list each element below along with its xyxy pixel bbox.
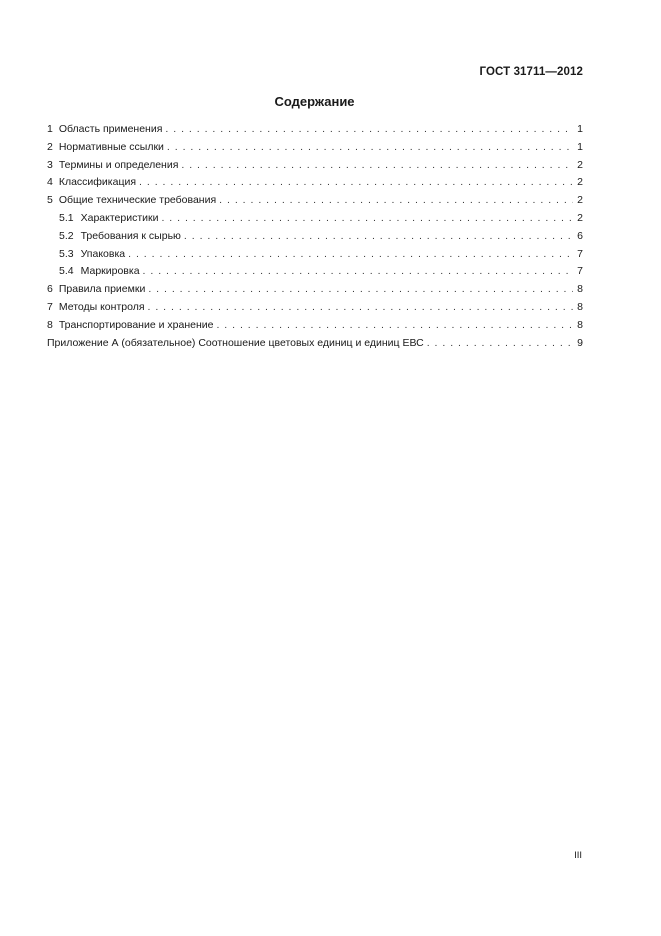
toc-entry-number: 6 [47, 283, 53, 296]
toc-entry-page: 1 [577, 140, 583, 153]
toc-dot-leader [216, 317, 573, 335]
toc-entry-page: 6 [577, 229, 583, 242]
toc-dot-leader [184, 228, 573, 246]
toc-entry-page: 8 [577, 300, 583, 313]
toc-entry-page: 8 [577, 283, 583, 296]
toc-dot-leader [219, 192, 573, 210]
toc-entry-label: Транспортирование и хранение [58, 318, 214, 331]
toc-entry-page: 2 [577, 158, 583, 171]
toc-entry-number: 4 [47, 176, 53, 189]
toc-entry-label: Нормативные ссылки [58, 140, 164, 153]
toc-entry-number: 3 [47, 158, 53, 171]
toc-entry-number: 8 [47, 318, 53, 331]
toc-entry[interactable] [47, 139, 583, 157]
toc-entry-label: Приложение А (обязательное) Соотношение цветовых единиц и единиц ЕВС [47, 336, 424, 349]
toc-entry-label: Требования к сырью [80, 229, 181, 242]
toc-entry-number: 2 [47, 140, 53, 153]
table-of-contents [47, 121, 583, 352]
toc-entry[interactable] [47, 210, 583, 228]
toc-entry[interactable] [47, 317, 583, 335]
toc-dot-leader [165, 121, 573, 139]
toc-dot-leader [161, 210, 573, 228]
toc-dot-leader [427, 335, 573, 353]
toc-entry-number: 5.3 [59, 247, 74, 260]
toc-entry-label: Упаковка [80, 247, 126, 260]
toc-entry-page: 9 [577, 336, 583, 349]
toc-entry-label: Термины и определения [58, 158, 179, 171]
toc-entry-label: Общие технические требования [58, 194, 217, 207]
toc-entry-label: Классификация [58, 176, 137, 189]
toc-dot-leader [148, 281, 573, 299]
toc-dot-leader [128, 246, 573, 264]
page-number: III [574, 850, 582, 861]
toc-entry[interactable] [47, 281, 583, 299]
toc-entry[interactable] [47, 299, 583, 317]
toc-entry[interactable] [47, 246, 583, 264]
toc-entry[interactable] [47, 335, 583, 353]
toc-entry-page: 1 [577, 123, 583, 135]
toc-entry-label: Характеристики [80, 211, 159, 224]
toc-entry-label: Правила приемки [58, 283, 146, 296]
toc-entry-page: 7 [577, 265, 583, 278]
toc-entry-number: 5.2 [59, 229, 74, 242]
toc-entry-label: Маркировка [80, 265, 140, 278]
toc-entry-page: 8 [577, 318, 583, 331]
toc-entry-page: 2 [577, 194, 583, 207]
toc-entry[interactable] [47, 157, 583, 175]
toc-entry[interactable] [47, 228, 583, 246]
toc-entry[interactable] [47, 263, 583, 281]
toc-dot-leader [167, 139, 573, 157]
toc-entry[interactable] [47, 174, 583, 192]
toc-dot-leader [143, 263, 573, 281]
toc-entry-page: 2 [577, 211, 583, 224]
toc-entry-number: 5 [47, 194, 53, 207]
toc-entry-page: 2 [577, 176, 583, 189]
toc-entry-number: 1 [47, 123, 53, 135]
toc-dot-leader [139, 174, 573, 192]
toc-entry-number: 7 [47, 300, 53, 313]
toc-dot-leader [181, 157, 573, 175]
toc-entry-number: 5.4 [59, 265, 74, 278]
toc-entry-page: 7 [577, 247, 583, 260]
toc-title: Содержание [274, 94, 355, 109]
document-code: ГОСТ 31711—2012 [479, 66, 583, 78]
toc-entry-label: Область применения [58, 123, 163, 135]
toc-entry-number: 5.1 [59, 211, 74, 224]
toc-entry-label: Методы контроля [58, 300, 145, 313]
toc-dot-leader [148, 299, 573, 317]
toc-entry[interactable] [47, 121, 583, 139]
toc-entry[interactable] [47, 192, 583, 210]
